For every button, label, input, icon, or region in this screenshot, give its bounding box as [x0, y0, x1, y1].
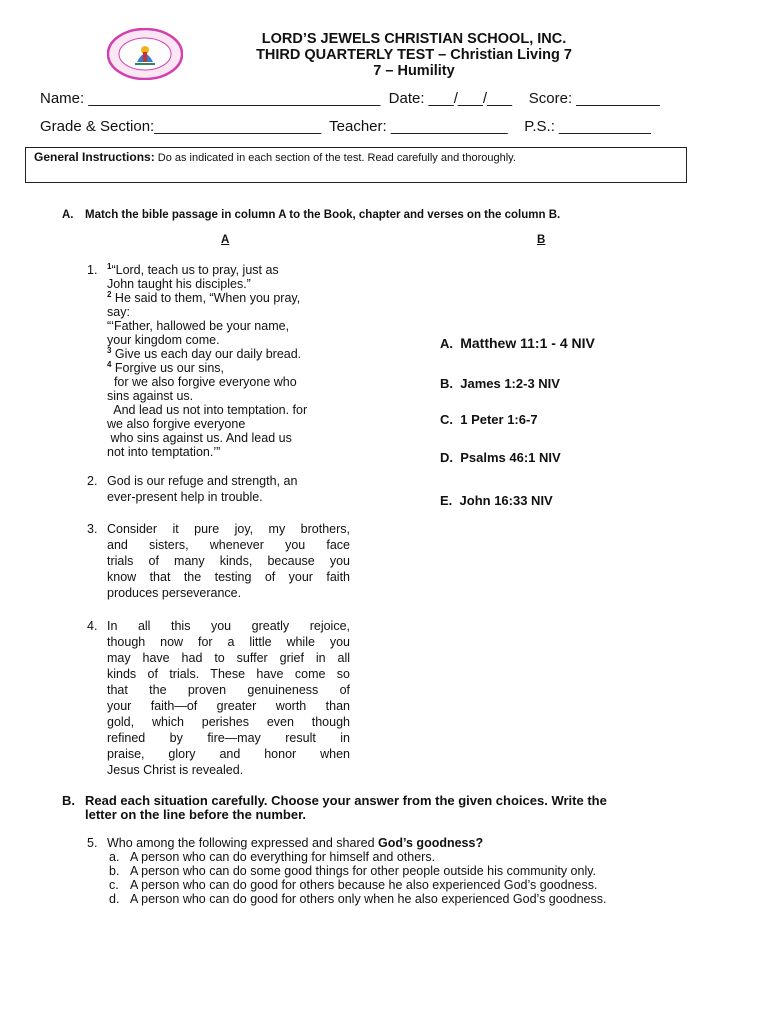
question-5-emphasis: God’s goodness?: [378, 836, 484, 850]
choice-c: C. 1 Peter 1:6-7: [440, 412, 538, 427]
item-4-passage: In all this you greatly rejoice, though now for a little while you may have had to suffer grief in all kinds of trials. These have come so that the proven genuineness of your faith—of greater worth than gold, which perishes even though refined by fire—may result in praise, glory and honor when Jesus Christ is revealed.: [107, 619, 350, 777]
item-2-number: 2.: [87, 474, 98, 488]
instructions-label: General Instructions:: [34, 150, 155, 164]
name-date-score-row: Name: ___________________________________ Date: ___/___/___ Score: __________: [40, 90, 660, 107]
general-instructions: [34, 150, 516, 165]
option-d: d. A person who can do good for others only when he also experienced God’s goodness.: [109, 892, 607, 906]
item-1-passage: $^1$“Lord, teach us to pray, just as John taught his disciples.” $^2$ He said to them, “When you pray, say: “‘Father, hallowed be your name, your kingdom come. $^3$ Give us each day our daily bread. $^4$ Forgive us our sins, for we also forgive everyone who sins against us. And lead us not into temptation. for we also forgive everyone who sins against us. And lead us not into temptation.’”: [107, 261, 308, 459]
section-b-heading: Read each situation carefully. Choose your answer from the given choices. Write the letter on the line before the number.: [85, 793, 607, 822]
question-5-number: 5.: [87, 836, 98, 850]
option-b: b. A person who can do some good things for other people outside his community only.: [109, 864, 597, 878]
test-topic: 7 – Humility: [373, 63, 455, 79]
choice-a: A. Matthew 11:1 - 4 NIV: [440, 335, 595, 351]
question-5-options: [109, 850, 606, 906]
instructions-text: Do as indicated in each section of the test. Read carefully and thoroughly.: [154, 152, 516, 164]
choice-e: E. John 16:33 NIV: [440, 493, 553, 508]
school-name: LORD’S JEWELS CHRISTIAN SCHOOL, INC.: [261, 31, 567, 47]
section-a-label: A.: [62, 209, 74, 221]
section-a-heading: Match the bible passage in column A to the Book, chapter and verses on the column B.: [85, 209, 561, 221]
test-title: THIRD QUARTERLY TEST – Christian Living 7: [256, 47, 572, 63]
grade-teacher-ps-row: Grade & Section:____________________ Teacher: ______________ P.S.: ___________: [40, 118, 651, 135]
item-2-passage: God is our refuge and strength, an ever-present help in trouble.: [107, 474, 298, 504]
item-1-number: 1.: [87, 263, 98, 277]
question-5-text: Who among the following expressed and shared God’s goodness?: [107, 836, 484, 850]
item-4-number: 4.: [87, 619, 98, 633]
column-a-header: A: [221, 234, 230, 246]
option-c: c. A person who can do good for others because he also experienced God’s goodness.: [109, 878, 598, 892]
section-b-label: B.: [62, 793, 75, 808]
choice-b: B. James 1:2-3 NIV: [440, 376, 560, 391]
option-a: a. A person who can do everything for himself and others.: [109, 850, 436, 864]
column-b-header: B: [537, 234, 546, 246]
item-3-number: 3.: [87, 522, 98, 536]
choice-d: D. Psalms 46:1 NIV: [440, 450, 561, 465]
item-3-passage: Consider it pure joy, my brothers, and sisters, whenever you face trials of many kinds, because you know that the testing of your faith produces perseverance.: [107, 522, 350, 600]
